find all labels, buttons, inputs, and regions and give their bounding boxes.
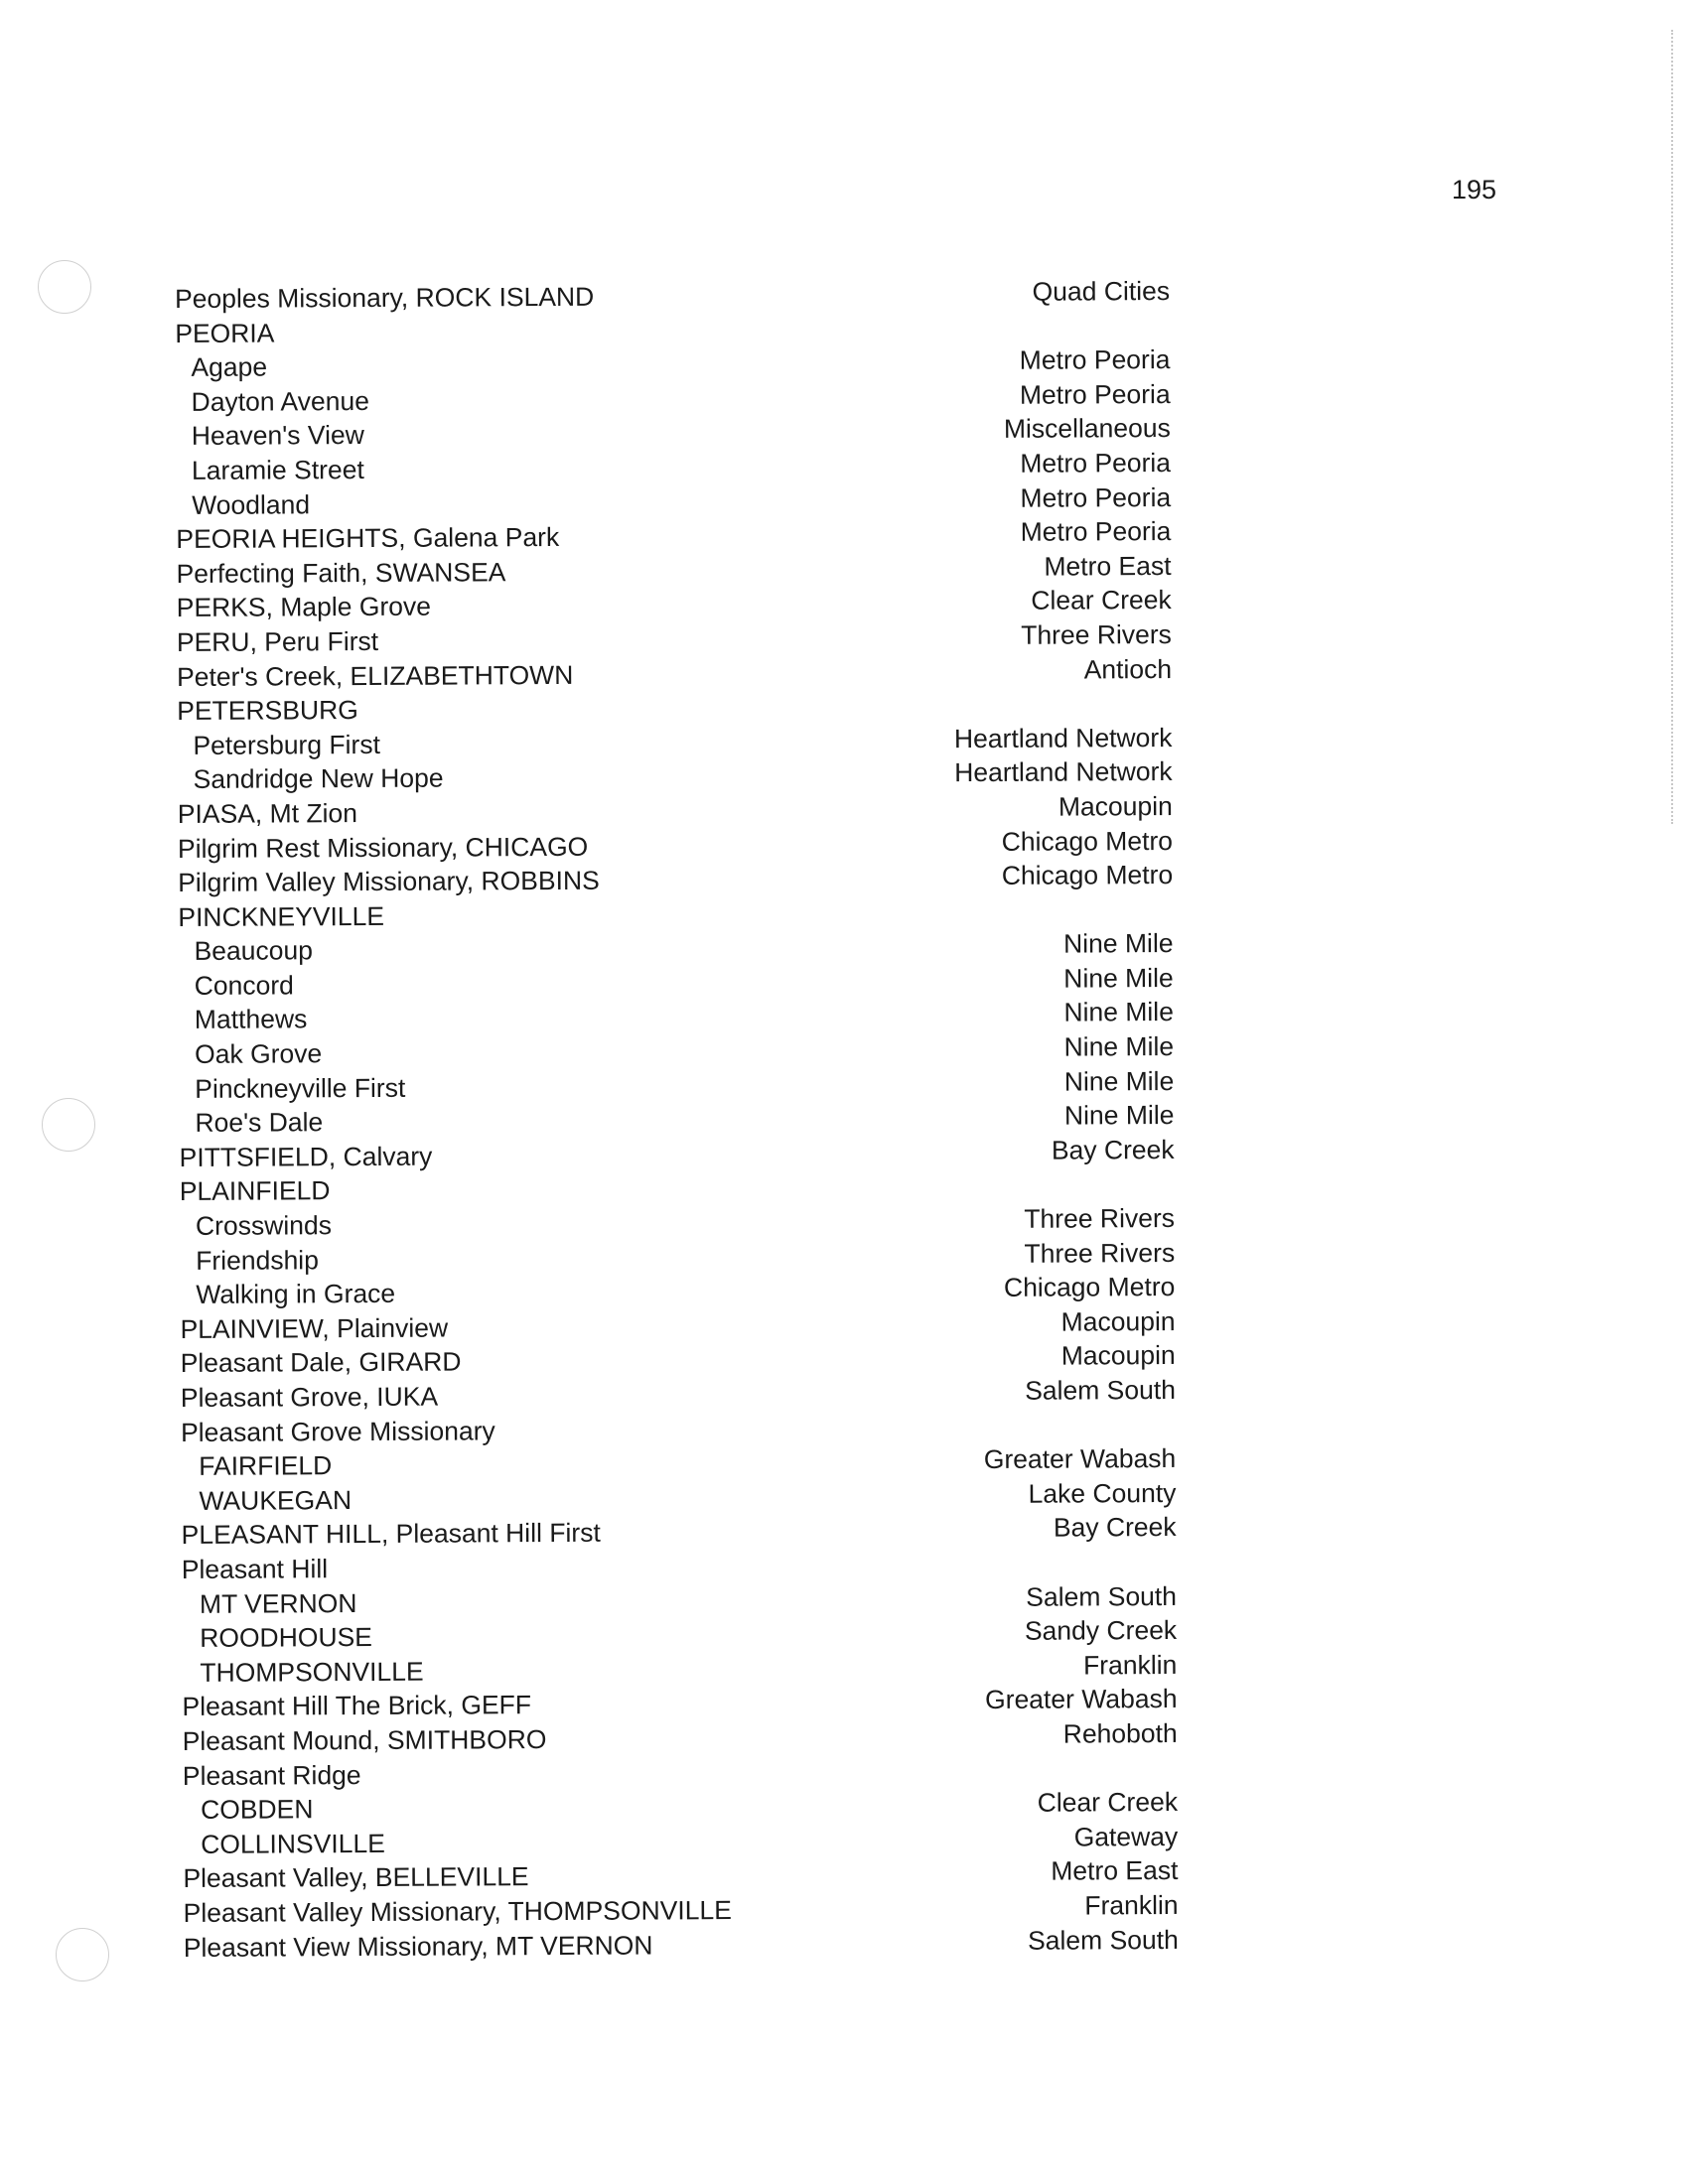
- church-name: Pilgrim Rest Missionary, CHICAGO: [177, 831, 589, 864]
- association-name: [918, 1166, 1175, 1202]
- association-name: Bay Creek: [1053, 1512, 1177, 1544]
- association-name: Franklin: [1084, 1889, 1179, 1921]
- church-name: PETERSBURG: [177, 695, 358, 727]
- association-name: Clear Creek: [1031, 585, 1172, 616]
- church-name: PIASA, Mt Zion: [177, 797, 358, 829]
- church-name: WAUKEGAN: [199, 1484, 352, 1516]
- association-name: Lake County: [1028, 1477, 1177, 1509]
- church-name: Pleasant Ridge: [182, 1759, 361, 1791]
- association-name: Miscellaneous: [1003, 413, 1171, 445]
- church-name: Pleasant View Missionary, MT VERNON: [183, 1930, 653, 1963]
- church-name: PINCKNEYVILLE: [178, 900, 385, 932]
- association-name: [920, 1545, 1177, 1580]
- association-name: Nine Mile: [1063, 1065, 1175, 1097]
- church-name: Agape: [191, 351, 268, 383]
- church-name: Dayton Avenue: [191, 385, 369, 417]
- church-name: Woodland: [192, 488, 311, 520]
- association-name: Nine Mile: [1063, 928, 1174, 959]
- association-name: [921, 1751, 1178, 1787]
- church-name: PLEASANT HILL, Pleasant Hill First: [181, 1518, 601, 1551]
- church-name: Friendship: [196, 1244, 319, 1276]
- association-name: [916, 892, 1173, 928]
- church-name: Crosswinds: [195, 1210, 333, 1241]
- association-name: Metro Peoria: [1019, 344, 1171, 375]
- association-name: Nine Mile: [1063, 962, 1174, 994]
- church-name: Peoples Missionary, ROCK ISLAND: [175, 281, 595, 314]
- association-name: Franklin: [1082, 1649, 1178, 1681]
- church-name: Peter's Creek, ELIZABETHTOWN: [177, 659, 574, 692]
- church-name: PERU, Peru First: [176, 625, 379, 657]
- association-name: Heartland Network: [953, 722, 1173, 753]
- association-name: Three Rivers: [1021, 618, 1172, 650]
- church-name: FAIRFIELD: [199, 1450, 333, 1482]
- church-name: COLLINSVILLE: [201, 1828, 385, 1859]
- church-name: Pleasant Dale, GIRARD: [180, 1346, 462, 1379]
- association-name: [914, 309, 1170, 344]
- church-name: PITTSFIELD, Calvary: [179, 1141, 433, 1172]
- church-name: Pleasant Grove Missionary: [180, 1415, 495, 1447]
- church-name: THOMPSONVILLE: [200, 1656, 424, 1688]
- association-name: Chicago Metro: [1003, 1272, 1176, 1303]
- association-name: Clear Creek: [1037, 1787, 1179, 1818]
- church-name: Concord: [194, 970, 294, 1001]
- association-name: Heartland Network: [954, 756, 1173, 788]
- association-name: Metro Peoria: [1020, 481, 1172, 513]
- church-name: Pleasant Valley, BELLEVILLE: [183, 1861, 529, 1894]
- church-name: Petersburg First: [193, 729, 381, 760]
- association-name: Nine Mile: [1063, 1031, 1175, 1062]
- association-name: Salem South: [1026, 1580, 1178, 1612]
- association-name: Rehoboth: [1062, 1717, 1178, 1749]
- association-name: Macoupin: [1058, 790, 1173, 822]
- church-name: Pleasant Valley Missionary, THOMPSONVILLE: [183, 1894, 732, 1928]
- church-name: Pilgrim Valley Missionary, ROBBINS: [178, 865, 600, 898]
- association-name: [919, 1408, 1176, 1443]
- church-name: PERKS, Maple Grove: [176, 591, 432, 623]
- association-name: Nine Mile: [1063, 997, 1174, 1028]
- church-name: Oak Grove: [194, 1038, 323, 1069]
- church-name: ROODHOUSE: [200, 1622, 372, 1654]
- association-name: Greater Wabash: [983, 1443, 1177, 1475]
- association-name: Metro Peoria: [1020, 447, 1172, 478]
- association-name: Chicago Metro: [1001, 860, 1174, 890]
- association-name: Salem South: [1025, 1374, 1176, 1406]
- church-name: MT VERNON: [199, 1587, 357, 1619]
- association-name: Sandy Creek: [1024, 1615, 1178, 1646]
- punch-hole-bottom: [56, 1928, 109, 1981]
- association-name: Chicago Metro: [1001, 825, 1174, 857]
- church-name: Pleasant Mound, SMITHBORO: [182, 1723, 547, 1756]
- church-name-column: [175, 278, 899, 1965]
- church-name: Pleasant Grove, IUKA: [180, 1381, 439, 1413]
- association-name: Antioch: [1083, 653, 1173, 684]
- punch-hole-top: [38, 260, 91, 314]
- association-name: Macoupin: [1060, 1340, 1176, 1371]
- church-name: Matthews: [194, 1004, 308, 1035]
- church-name: PLAINFIELD: [179, 1175, 331, 1207]
- church-name: Roe's Dale: [195, 1107, 324, 1139]
- church-name: PLAINVIEW, Plainview: [180, 1312, 449, 1344]
- association-name: Salem South: [1027, 1924, 1179, 1956]
- church-name: Laramie Street: [191, 454, 364, 485]
- association-name: Metro Peoria: [1019, 378, 1171, 410]
- scan-edge-mark: [1671, 30, 1675, 824]
- association-name: Three Rivers: [1024, 1203, 1176, 1234]
- church-name: Beaucoup: [194, 935, 313, 967]
- association-name: Greater Wabash: [985, 1684, 1178, 1715]
- church-name: PEORIA: [175, 318, 275, 348]
- church-name: Sandridge New Hope: [193, 762, 444, 795]
- church-name: PEORIA HEIGHTS, Galena Park: [176, 522, 560, 555]
- association-name: Quad Cities: [1032, 275, 1171, 307]
- association-name: Metro Peoria: [1020, 516, 1172, 547]
- church-name: Pinckneyville First: [195, 1072, 406, 1104]
- association-name: Gateway: [1073, 1821, 1179, 1852]
- church-name: Heaven's View: [191, 420, 364, 452]
- association-name: Nine Mile: [1063, 1100, 1175, 1131]
- association-name: Metro East: [1051, 1855, 1179, 1886]
- association-name: Three Rivers: [1024, 1237, 1176, 1269]
- church-name: Walking in Grace: [196, 1279, 396, 1310]
- association-name: Bay Creek: [1051, 1134, 1175, 1165]
- punch-hole-middle: [42, 1098, 95, 1152]
- church-name: Pleasant Hill: [181, 1554, 329, 1584]
- page-number: 195: [1452, 175, 1497, 205]
- church-name: COBDEN: [200, 1794, 314, 1826]
- association-name: Macoupin: [1060, 1305, 1176, 1337]
- association-name: [916, 686, 1172, 722]
- church-name: Perfecting Faith, SWANSEA: [176, 557, 506, 589]
- association-name: Metro East: [1044, 550, 1172, 582]
- church-name: Pleasant Hill The Brick, GEFF: [182, 1690, 532, 1722]
- association-column: [914, 274, 1179, 1958]
